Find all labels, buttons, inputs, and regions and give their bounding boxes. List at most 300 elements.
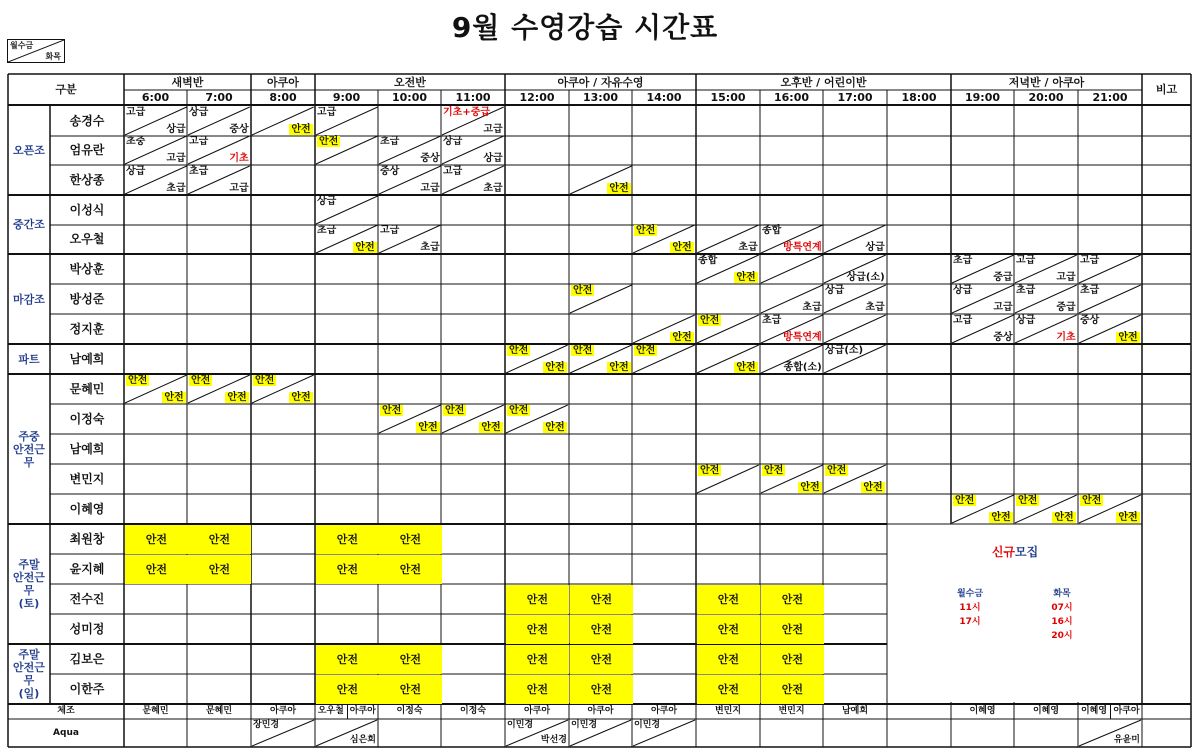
weekend-safety-cell [761, 675, 824, 704]
header-group-label: 아쿠아 [267, 75, 299, 89]
class-mwf: 안전 [636, 345, 656, 356]
class-tt: 안전 [863, 482, 883, 493]
class-mwf: 기초+중급 [443, 107, 491, 118]
class-mwf: 초급 [317, 225, 337, 236]
staff-name-text: 이혜영 [69, 501, 105, 516]
class-tt: 중급 [1056, 302, 1076, 313]
staff-name-text: 최원창 [69, 531, 105, 546]
weekend-safety-label: 안전 [717, 653, 739, 666]
recruit-col1-head: 월수금 [956, 589, 984, 599]
class-mwf: 안전 [509, 405, 529, 416]
weekend-safety-cell [761, 615, 824, 644]
class-tt: 초급 [802, 302, 822, 313]
schedule-cell [1014, 494, 1078, 524]
footer-exercise-name [887, 704, 951, 719]
staff-name-text: 김보은 [69, 651, 105, 666]
class-tt: 안전 [545, 362, 565, 373]
schedule-cell [823, 254, 887, 284]
weekend-safety-label: 안전 [717, 683, 739, 696]
schedule-cell [1078, 284, 1142, 314]
footer-exercise-name: 이혜영 [969, 706, 996, 716]
footer-exercise-cell [124, 704, 187, 719]
class-tt: 안전 [291, 392, 311, 403]
class-mwf: 초급 [189, 166, 209, 177]
header-group-label: 오후반 / 어린이반 [780, 75, 867, 89]
header-category-label: 구분 [55, 83, 77, 96]
schedule-cell [315, 135, 379, 165]
header-time [124, 90, 187, 105]
footer-exercise-cell [951, 704, 1014, 719]
weekend-safety-label: 안전 [399, 683, 421, 696]
weekend-safety-cell [506, 675, 569, 704]
schedule-cell [696, 464, 760, 494]
class-mwf: 안전 [128, 375, 148, 386]
footer-exercise-name: 이정숙 [459, 706, 487, 716]
schedule-cell [378, 165, 442, 195]
weekend-safety-label: 안전 [145, 563, 167, 576]
class-mwf: 초급 [953, 255, 973, 266]
footer-exercise-name: 아쿠아 [650, 706, 678, 716]
header-time [887, 90, 951, 105]
class-mwf: 안전 [573, 285, 593, 296]
weekend-safety-cell [316, 555, 379, 584]
weekend-safety-cell [379, 645, 442, 674]
schedule-cell [124, 135, 188, 165]
header-time-label: 9:00 [332, 91, 361, 104]
schedule-cell [251, 106, 315, 136]
footer-exercise-cell [441, 704, 505, 719]
weekend-safety-cell [506, 645, 569, 674]
schedule-cell [696, 314, 760, 344]
class-mwf: 안전 [509, 345, 529, 356]
staff-name-text: 박상훈 [69, 261, 105, 276]
header-group [315, 74, 505, 90]
footer-exercise-name: 이혜영 [1032, 706, 1060, 716]
staff-name-text: 남예희 [69, 441, 105, 456]
class-mwf: 안전 [445, 405, 465, 416]
recruit-time: 20시 [1051, 631, 1073, 641]
staff-name [50, 314, 124, 344]
class-tt: 중상 [993, 332, 1013, 343]
schedule-cell [632, 344, 696, 374]
class-tt: 안전 [609, 362, 629, 373]
staff-name [50, 224, 124, 254]
legend-mwf: 월수금 [10, 41, 34, 50]
weekend-safety-cell [506, 615, 569, 644]
schedule-cell [378, 404, 442, 434]
class-tt: 상급 [483, 153, 503, 164]
header-time [505, 90, 569, 105]
class-tt: 안전 [418, 422, 438, 433]
staff-name [50, 135, 124, 165]
header-group-label: 아쿠아 / 자유수영 [557, 75, 644, 89]
weekend-safety-label: 안전 [781, 683, 803, 696]
class-mwf: 초급 [762, 315, 782, 326]
header-time [951, 90, 1014, 105]
weekend-safety-cell [188, 555, 251, 584]
schedule-cell [823, 464, 887, 494]
header-time [760, 90, 823, 105]
header-time-label: 15:00 [710, 91, 746, 104]
staff-name-text: 오우철 [69, 231, 105, 246]
class-mwf: 고급 [1016, 255, 1036, 266]
weekend-safety-cell [188, 525, 251, 554]
staff-name [50, 374, 124, 404]
class-tt: 상급 [865, 242, 885, 253]
footer-exercise-name: 이혜영 [1080, 706, 1108, 716]
header-time-label: 10:00 [391, 91, 427, 104]
schedule-cell [251, 374, 315, 404]
header-time [187, 90, 251, 105]
class-mwf: 초급 [1016, 285, 1036, 296]
weekend-safety-label: 안전 [399, 563, 421, 576]
weekend-safety-label: 안전 [336, 533, 358, 546]
section-label [8, 254, 50, 344]
weekend-safety-label: 안전 [526, 593, 548, 606]
footer-exercise-cell [315, 704, 347, 719]
footer-exercise-name: 변민지 [778, 706, 805, 716]
recruit-col-mwf [940, 587, 1000, 629]
class-mwf: 초급 [1080, 285, 1100, 296]
footer-label-text: Aqua [53, 727, 79, 738]
class-mwf: 안전 [1082, 495, 1102, 506]
footer-exercise-name: 오우철 [317, 706, 344, 716]
staff-name [50, 344, 124, 374]
footer-exercise-cell [1110, 704, 1142, 719]
weekend-safety-label: 안전 [336, 683, 358, 696]
weekend-safety-label: 안전 [590, 653, 612, 666]
section-label [8, 524, 50, 644]
class-tt: 안전 [481, 422, 501, 433]
header-time-label: 12:00 [519, 91, 555, 104]
header-time-label: 20:00 [1028, 91, 1064, 104]
class-mwf: 중상 [380, 166, 400, 177]
class-mwf: 종합 [762, 225, 782, 236]
header-time-label: 13:00 [582, 91, 618, 104]
header-time [378, 90, 441, 105]
class-tt: 고급 [1056, 272, 1076, 283]
header-time [315, 90, 378, 105]
class-tt: 고급 [166, 153, 186, 164]
class-tt: 안전 [164, 392, 184, 403]
schedule-cell [1014, 314, 1078, 344]
staff-name [50, 165, 124, 195]
schedule-cell [951, 254, 1015, 284]
schedule-cell [505, 344, 569, 374]
class-tt: 안전 [672, 242, 692, 253]
schedule-cell [315, 224, 379, 254]
footer-exercise-name: 문혜민 [142, 706, 169, 716]
class-mwf: 고급 [953, 315, 973, 326]
class-mwf: 고급 [380, 225, 400, 236]
footer-aqua-name: 이민경 [507, 720, 534, 730]
schedule-cell [124, 165, 188, 195]
schedule-cell [1078, 494, 1142, 524]
weekend-safety-label: 안전 [526, 653, 548, 666]
schedule-cell [124, 106, 188, 136]
class-tt: 안전 [736, 362, 756, 373]
weekend-safety-cell [697, 675, 760, 704]
weekend-safety-cell [316, 645, 379, 674]
header-group-label: 오전반 [394, 75, 426, 89]
weekend-safety-cell [697, 585, 760, 614]
section-label [8, 195, 50, 254]
class-tt: 중급 [993, 272, 1013, 283]
header-time-label: 17:00 [837, 91, 873, 104]
weekend-safety-cell [379, 675, 442, 704]
section-label-text: 주중 안전근무 [13, 429, 45, 469]
footer-aqua-cell [315, 719, 378, 747]
footer-aqua-name: 유윤미 [1113, 735, 1140, 745]
footer-aqua-cell [251, 719, 315, 747]
staff-name-text: 문혜민 [69, 381, 105, 396]
schedule-cell [187, 165, 251, 195]
header-time [251, 90, 315, 105]
weekend-safety-label: 안전 [208, 533, 230, 546]
schedule-cell [951, 494, 1015, 524]
staff-name-text: 방성준 [69, 291, 105, 306]
header-group [124, 74, 251, 90]
section-label [8, 644, 50, 704]
schedule-cell [951, 284, 1015, 314]
header-group-label: 저녁반 / 아쿠아 [1008, 75, 1085, 89]
schedule-cell [441, 106, 505, 136]
schedule-cell [760, 254, 824, 284]
footer-aqua-cell [505, 719, 569, 747]
header-time-label: 7:00 [205, 91, 233, 104]
class-tt: 안전 [800, 482, 820, 493]
footer-exercise-cell [569, 704, 632, 719]
weekend-safety-label: 안전 [590, 593, 612, 606]
staff-name [50, 494, 124, 524]
schedule-cell [696, 254, 760, 284]
staff-name [50, 254, 124, 284]
class-tt: 안전 [991, 512, 1011, 523]
class-tt: 상급(소) [846, 272, 885, 283]
recruit-time: 11시 [959, 603, 981, 613]
schedule-cell [441, 135, 505, 165]
header-time [696, 90, 760, 105]
schedule-cell [760, 224, 824, 254]
staff-name-text: 엄유란 [69, 142, 105, 157]
class-tt: 고급 [420, 183, 440, 194]
recruit-box [890, 527, 1140, 702]
schedule-cell [187, 135, 251, 165]
class-mwf: 상급 [189, 107, 209, 118]
staff-name [50, 584, 124, 614]
header-group [696, 74, 951, 90]
class-tt: 초급 [166, 183, 186, 194]
recruit-time: 17시 [959, 617, 981, 627]
schedule-cell [696, 224, 760, 254]
staff-name [50, 524, 124, 554]
class-mwf: 안전 [573, 345, 593, 356]
recruit-title [890, 543, 1140, 560]
class-mwf: 종합 [698, 255, 718, 266]
footer-aqua-name: 이민경 [634, 720, 661, 730]
class-tt: 안전 [1118, 332, 1138, 343]
staff-name-text: 남예희 [69, 351, 105, 366]
weekend-safety-cell [697, 645, 760, 674]
cell-diagonal [823, 314, 887, 344]
class-mwf: 안전 [636, 225, 656, 236]
schedule-cell [632, 224, 696, 254]
weekend-safety-cell [570, 615, 633, 644]
schedule-cell [441, 165, 505, 195]
weekend-safety-cell [125, 555, 188, 584]
class-mwf: 중상 [1080, 315, 1100, 326]
footer-aqua-cell [569, 719, 632, 747]
header-time-label: 18:00 [901, 91, 937, 104]
class-mwf: 상급(소) [825, 345, 864, 356]
footer-exercise-name: 변민지 [714, 706, 742, 716]
header-time [1014, 90, 1078, 105]
staff-name-text: 전수진 [69, 591, 105, 606]
class-mwf: 상급 [443, 136, 463, 147]
weekend-safety-label: 안전 [399, 653, 421, 666]
footer-exercise-cell [823, 704, 887, 719]
footer-aqua-cell [1078, 719, 1142, 747]
header-note [1142, 74, 1191, 105]
footer-label-exercise [8, 704, 124, 719]
class-tt: 안전 [1118, 512, 1138, 523]
class-mwf: 안전 [955, 495, 975, 506]
class-tt: 기초 [1056, 332, 1076, 343]
footer-exercise-name: 아쿠아 [1113, 706, 1140, 716]
class-mwf: 상급 [126, 166, 146, 177]
header-time [632, 90, 696, 105]
weekend-safety-cell [316, 525, 379, 554]
class-mwf: 상급 [825, 285, 845, 296]
footer-exercise-cell [887, 704, 951, 719]
header-time [569, 90, 632, 105]
staff-name-text: 성미정 [69, 621, 105, 636]
staff-name [50, 674, 124, 704]
footer-exercise-cell [378, 704, 441, 719]
weekend-safety-cell [125, 525, 188, 554]
section-label-text: 주말 안전근무 (일) [13, 648, 45, 700]
class-mwf: 상급 [1016, 315, 1036, 326]
section-label-text: 주말 안전근무 (토) [13, 558, 45, 610]
header-note-label: 비고 [1155, 83, 1178, 96]
staff-name-text: 송경수 [69, 113, 105, 128]
class-tt: 고급 [993, 302, 1013, 313]
weekend-safety-label: 안전 [717, 623, 739, 636]
weekend-safety-label: 안전 [336, 563, 358, 576]
schedule-cell [1078, 314, 1142, 344]
weekend-safety-label: 안전 [590, 623, 612, 636]
footer-exercise-name: 문혜민 [205, 706, 233, 716]
schedule-cell [315, 106, 379, 136]
class-tt: 고급 [483, 124, 503, 135]
class-tt: 방특연계 [783, 332, 822, 343]
class-tt: 안전 [227, 392, 247, 403]
recruit-time: 07시 [1051, 603, 1073, 613]
header-time-label: 19:00 [964, 91, 1000, 104]
staff-name [50, 284, 124, 314]
footer-exercise-cell [251, 704, 315, 719]
staff-name [50, 644, 124, 674]
weekend-safety-cell [316, 675, 379, 704]
staff-name-text: 이정숙 [69, 411, 105, 426]
class-tt: 안전 [672, 332, 692, 343]
schedule-cell [823, 314, 887, 344]
header-time-label: 14:00 [646, 91, 682, 104]
class-mwf: 안전 [319, 136, 339, 147]
section-label [8, 344, 50, 374]
footer-aqua-cell [632, 719, 696, 747]
class-tt: 초급 [420, 242, 440, 253]
section-label [8, 374, 50, 524]
schedule-cell [1014, 254, 1078, 284]
header-time [823, 90, 887, 105]
header-time-label: 21:00 [1092, 91, 1128, 104]
weekend-safety-cell [379, 525, 442, 554]
staff-name-text: 정지훈 [69, 321, 105, 336]
header-time [441, 90, 505, 105]
schedule-cell [823, 344, 887, 374]
weekend-safety-cell [506, 585, 569, 614]
legend-tt: 화목 [45, 52, 61, 61]
header-group [951, 74, 1142, 90]
section-label [8, 106, 50, 195]
staff-name-text: 윤지혜 [69, 561, 105, 576]
class-tt: 초급 [483, 183, 503, 194]
weekend-safety-label: 안전 [590, 683, 612, 696]
header-time [1078, 90, 1142, 105]
weekend-safety-label: 안전 [399, 533, 421, 546]
recruit-col2-head: 화목 [1053, 589, 1071, 599]
class-tt: 방특연계 [783, 242, 822, 253]
footer-label-aqua [8, 719, 124, 747]
weekend-safety-cell [697, 615, 760, 644]
class-tt: 중상 [229, 124, 249, 135]
class-mwf: 안전 [764, 465, 784, 476]
recruit-title-rest: 모집 [1015, 545, 1039, 559]
header-time-label: 11:00 [455, 91, 491, 104]
staff-name [50, 614, 124, 644]
footer-aqua-name: 이민경 [571, 720, 598, 730]
footer-aqua-name: 박선경 [540, 735, 567, 745]
class-mwf: 초급 [380, 136, 400, 147]
footer-exercise-cell [1014, 704, 1078, 719]
staff-name-text: 변민지 [69, 471, 105, 486]
header-time-label: 8:00 [269, 91, 297, 104]
class-mwf: 안전 [1018, 495, 1038, 506]
class-tt: 안전 [1054, 512, 1074, 523]
class-tt: 기초 [229, 153, 249, 164]
schedule-cell [569, 284, 633, 314]
weekend-safety-label: 안전 [526, 623, 548, 636]
weekend-safety-label: 안전 [781, 593, 803, 606]
class-mwf: 고급 [189, 136, 209, 147]
schedule-cell [569, 344, 633, 374]
footer-exercise-name: 남예희 [841, 706, 869, 716]
schedule-cell [124, 374, 188, 404]
cell-diagonal [760, 254, 824, 284]
footer-exercise-cell [1078, 704, 1110, 719]
weekend-safety-label: 안전 [781, 653, 803, 666]
footer-exercise-name: 아쿠아 [269, 706, 297, 716]
staff-name-text: 이한주 [69, 681, 105, 696]
class-tt: 초급 [865, 302, 885, 313]
class-tt: 안전 [291, 124, 311, 135]
section-label-text: 마감조 [13, 292, 45, 306]
staff-name-text: 이성식 [69, 202, 105, 217]
weekend-safety-label: 안전 [717, 593, 739, 606]
class-tt: 초급 [738, 242, 758, 253]
header-group [251, 74, 315, 90]
